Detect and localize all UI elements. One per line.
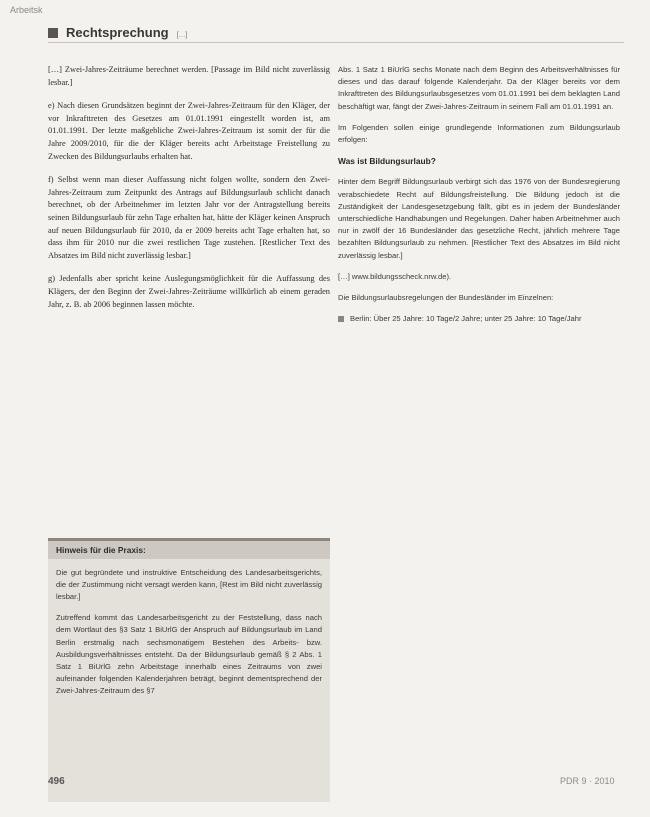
- list-item: [338, 313, 620, 325]
- section-heading: Was ist Bildungsurlaub?: [338, 156, 436, 167]
- list-item-text: Berlin: Über 25 Jahre: 10 Tage/2 Jahre; unter 25 Jahre: 10 Tage/Jahr: [350, 314, 582, 324]
- left-column: [48, 64, 330, 322]
- state-regulation-list: [338, 313, 620, 325]
- journal-reference: PDR 9 · 2010: [560, 776, 615, 786]
- running-head: Arbeitsk: [10, 5, 43, 15]
- practice-note-paragraph: Die gut begründete und instruktive Entscheidung des Landesarbeitsgerichts, die der Zustimmung nicht versagt werden kann, [Rest im Bild nicht zuverlässig lesbar.]: [56, 568, 322, 602]
- paragraph-continuation: […] Zwei-Jahres-Zeiträume berechnet werden. [Passage im Bild nicht zuverlässig lesbar.]: [48, 65, 330, 87]
- section-marker-icon: [48, 28, 58, 38]
- paragraph-e: e) Nach diesen Grundsätzen beginnt der Zwei-Jahres-Zeitraum für den Kläger, der vor Inkrafttreten des Gesetzes am 01.01.1991 eingestellt worden ist, am 01.01.1991. Der letzte maßgebliche Zwei-Jahres-Zeitraum ist somit der für die Jahre 2009/2010, für die der Kläger bereits acht Arbeitstage Freistellung zu Zwecken des Bildungsurlaubs erhalten hat.: [48, 101, 330, 161]
- section-header: [48, 25, 624, 43]
- section-subtitle: […]: [176, 32, 188, 39]
- section-title: Rechtsprechung: [66, 25, 169, 40]
- practice-note-box: [48, 538, 330, 802]
- right-column: [338, 64, 620, 325]
- practice-note-paragraph: Zutreffend kommt das Landesarbeitsgericht zu der Feststellung, dass nach dem Wortlaut des §3 Satz 1 BiUrlG der Anspruch auf Bildungsurlaub im Land Berlin erstmalig nach sechsmonatigem Bestehen des Arbeits- bzw. Ausbildungsverhältnisses entsteht. Da der Bildungsurlaub gemäß § 2 Abs. 1 Satz 1 BiUrlG zehn Arbeitstage innerhalb eines Zeitraums von zwei aufeinander folgenden Kalenderjahren beträgt, beginnt dementsprechend der Zwei-Jahres-Zeitraum des §7: [56, 613, 322, 695]
- practice-note-body: [48, 559, 330, 697]
- paragraph-continuation-right: Abs. 1 Satz 1 BiUrlG sechs Monate nach dem Beginn des Arbeitsverhältnisses für dieses und das darauf folgende Kalenderjahr. Da der Kläger bereits vor dem Inkrafttreten des Bildungsurlaubsgesetzes vom 01.01.1991 bei dem beklagten Land beschäftigt war, fängt der Zwei-Jahres-Zeitraum in seinem Fall am 01.01.1991 an.: [338, 65, 620, 111]
- paragraph-body: Hinter dem Begriff Bildungsurlaub verbirgt sich das 1976 von der Bundesregierung verabschiedete Recht auf Bildungsfreistellung. Die Bildung jedoch ist die Zuständigkeit der Landesgesetzgebung fällt, gibt es in jedem der Bundesländer unterschiedliche Handhabungen und Regelungen. Daher haben Arbeitnehmer auch nur in zwölf der 16 Bundesländer das gesetzliche Recht, jährlich mehrere Tage bezahlten Bildungsurlaub zu nehmen. [Restlicher Text des Absatzes im Bild nicht zuverlässig lesbar.]: [338, 177, 620, 260]
- practice-note-title: Hinweis für die Praxis:: [48, 541, 330, 559]
- paragraph-intro: Im Folgenden sollen einige grundlegende Informationen zum Bildungsurlaub erfolgen:: [338, 122, 620, 145]
- paragraph-g: g) Jedenfalls aber spricht keine Auslegungsmöglichkeit für die Auffassung des Klägers, der den Beginn der Zwei-Jahres-Zeiträume willkürlich ab einem geraden Jahr, z. B. ab 2006 beginnen lassen möchte.: [48, 274, 330, 309]
- paragraph-body: Die Bildungsurlaubsregelungen der Bundesländer im Einzelnen:: [338, 293, 554, 303]
- paragraph-body: […] www.bildungsscheck.nrw.de).: [338, 271, 452, 281]
- square-bullet-icon: [338, 316, 344, 322]
- page-number: 496: [48, 776, 65, 787]
- paragraph-f: f) Selbst wenn man dieser Auffassung nicht folgen wollte, sondern den Zwei-Jahres-Zeitraum zum Zeitpunkt des Antrags auf Bildungsurlaub schlicht danach berechnet, ob der Arbeitnehmer im letzten Jahr vor der Antragstellung bereits seinen Bildungsurlaub für zehn Tage erhalten hat, hätte der Kläger keinen Anspruch auf neuen Bildungsurlaub für 2010, da er 2009 bereits acht Tage erhalten hat, so dass ihm für 2010 nur die zwei restlichen Tage zustehen. [Restlicher Text des Absatzes im Bild nicht zuverlässig lesbar.]: [48, 175, 330, 260]
